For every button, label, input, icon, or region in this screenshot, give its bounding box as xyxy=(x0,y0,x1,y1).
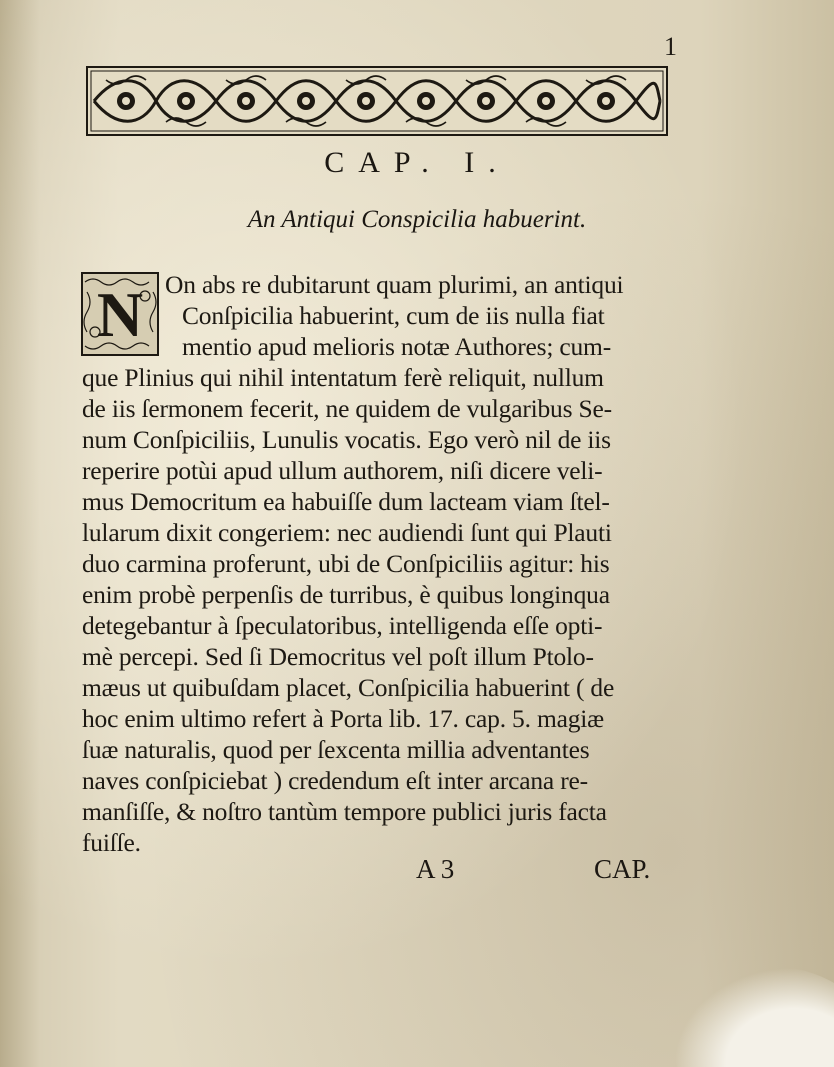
ornamental-headpiece xyxy=(86,66,668,136)
text-line: mus Democritum ea habuiſſe dum lacteam viam ſtel- xyxy=(82,487,610,516)
text-line: reperire potùi apud ullum authorem, niſi dicere veli- xyxy=(82,456,603,485)
initial-letter: N xyxy=(96,279,144,350)
chapter-title: CAP. I. xyxy=(324,146,510,179)
text-line: num Conſpiciliis, Lunulis vocatis. Ego verò nil de iis xyxy=(82,425,611,454)
text-line: que Plinius qui nihil intentatum ferè reliquit, nullum xyxy=(82,363,604,392)
text-line: hoc enim ultimo refert à Porta lib. 17. cap. 5. magiæ xyxy=(82,704,604,733)
signature-mark: A 3 xyxy=(416,854,455,884)
text-line: duo carmina proferunt, ubi de Conſpiciliis agitur: his xyxy=(82,549,610,578)
text-line: Conſpicilia habuerint, cum de iis nulla fiat xyxy=(182,301,605,330)
text-line: mæus ut quibuſdam placet, Conſpicilia habuerint ( de xyxy=(82,673,615,702)
chapter-subtitle: An Antiqui Conspicilia habuerint. xyxy=(247,206,587,233)
text-line: fuiſſe. xyxy=(82,828,141,857)
page-number: 1 xyxy=(664,32,677,61)
decorated-initial xyxy=(81,272,159,356)
text-line: lularum dixit congeriem: nec audiendi ſunt qui Plauti xyxy=(82,518,612,547)
text-line: mentio apud melioris notæ Authores; cum- xyxy=(182,332,611,361)
text-line: enim probè perpenſis de turribus, è quibus longinqua xyxy=(82,580,610,609)
text-line: detegebantur à ſpeculatoribus, intelligenda eſſe opti- xyxy=(82,611,603,640)
text-line: mè percepi. Sed ſi Democritus vel poſt illum Ptolo- xyxy=(82,642,594,671)
text-line: ſuæ naturalis, quod per ſexcenta millia adventantes xyxy=(82,735,590,764)
catchword: CAP. xyxy=(594,854,651,884)
text-line: On abs re dubitarunt quam plurimi, an antiqui xyxy=(165,270,624,299)
text-line: manſiſſe, & noſtro tantùm tempore publici juris facta xyxy=(82,797,607,826)
page-corner xyxy=(674,967,834,1067)
text-line: de iis ſermonem fecerit, ne quidem de vulgaribus Se- xyxy=(82,394,612,423)
text-line: naves conſpiciebat ) credendum eſt inter arcana re- xyxy=(82,766,588,795)
